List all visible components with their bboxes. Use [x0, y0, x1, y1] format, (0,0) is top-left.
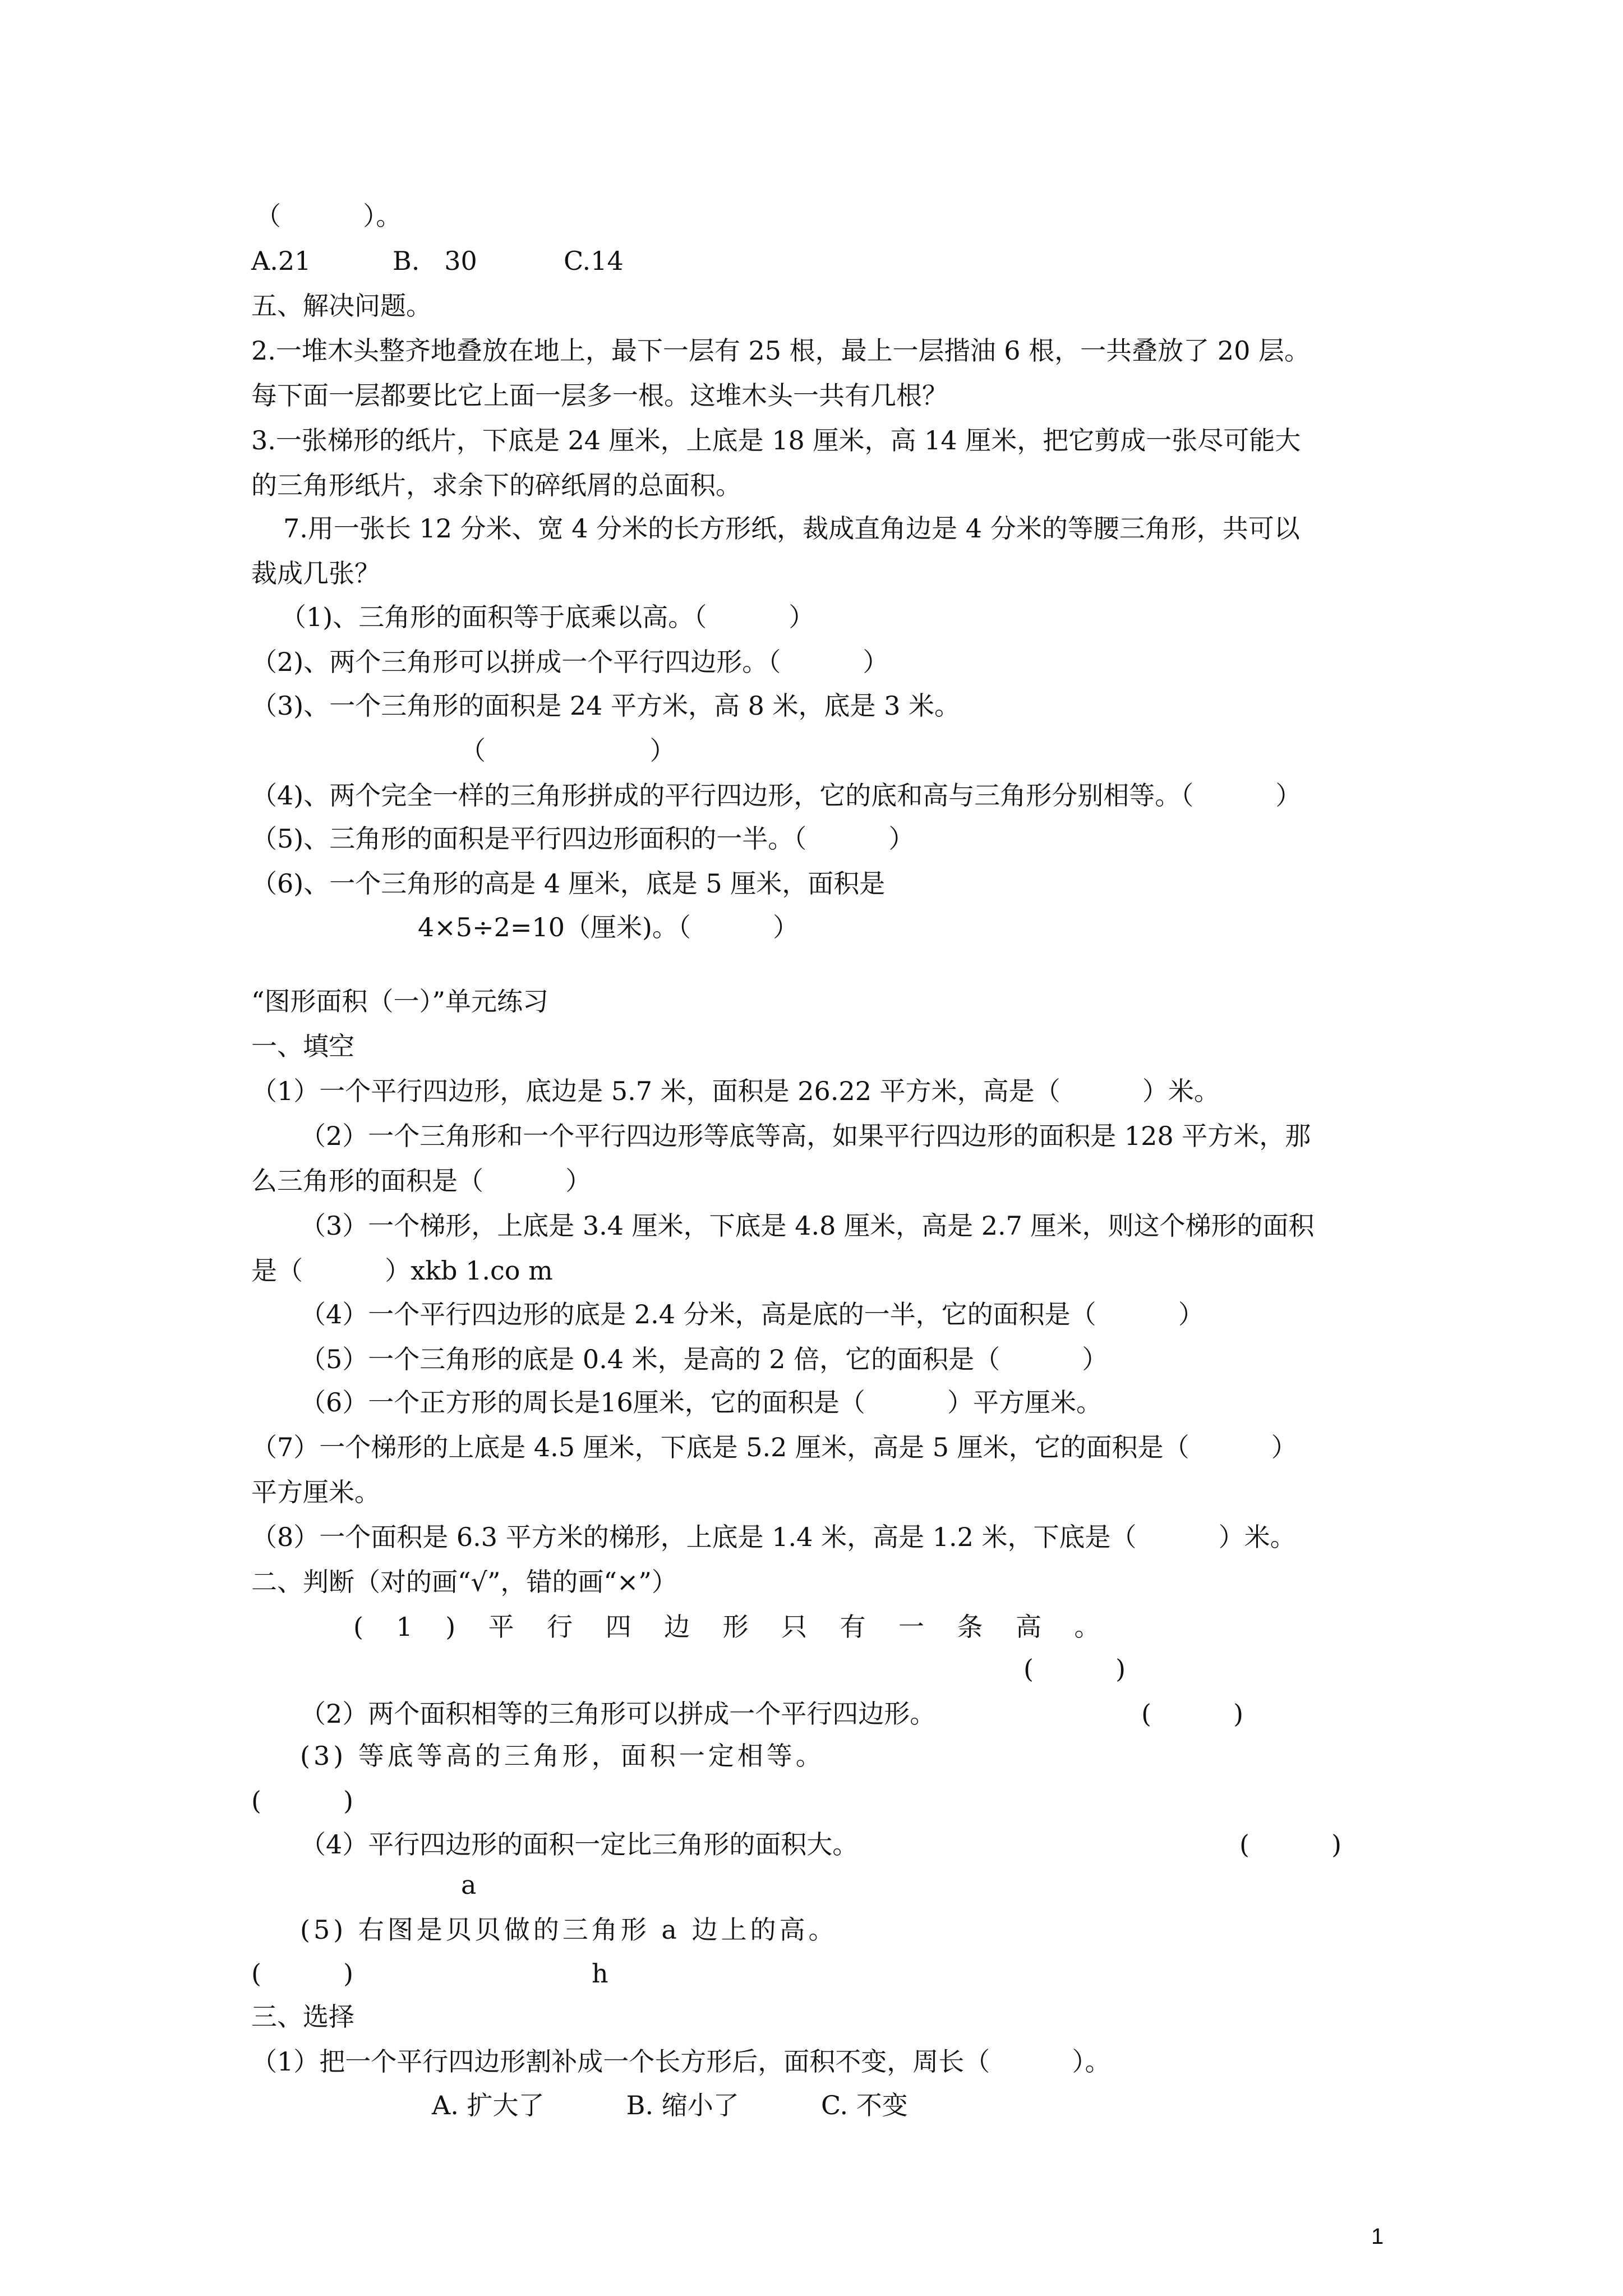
- page-number: 1: [1371, 2224, 1384, 2249]
- fill-item-8: （8）一个面积是 6.3 平方米的梯形，上底是 1.4 米，高是 1.2 米，下底是（ ）米。: [251, 1522, 1296, 1552]
- judge-item-3: （3)、一个三角形的面积是 24 平方米，高 8 米，底是 3 米。: [251, 691, 961, 721]
- judge-item-6-line1: （6)、一个三角形的高是 4 厘米，底是 5 厘米，面积是: [251, 868, 886, 899]
- fill-item-6: （6）一个正方形的周长是16厘米，它的面积是（ ）平方厘米。: [300, 1387, 1103, 1418]
- fill-item-2-line1: （2）一个三角形和一个平行四边形等底等高，如果平行四边形的面积是 128 平方米，那: [300, 1121, 1311, 1151]
- section-title-solve: 五、解决问题。: [251, 291, 432, 321]
- judge-item-3-blank: （ ）: [460, 735, 676, 766]
- fill-item-5: （5）一个三角形的底是 0.4 米，是高的 2 倍，它的面积是（ ）: [300, 1344, 1108, 1374]
- section-title-choose: 三、选择: [251, 2001, 354, 2032]
- fill-item-7-line1: （7）一个梯形的上底是 4.5 厘米，下底是 5.2 厘米，高是 5 厘米，它的面积是（ ）: [251, 1432, 1297, 1462]
- question-2-line2: 每下面一层都要比它上面一层多一根。这堆木头一共有几根？: [251, 380, 948, 411]
- judge-item-2: （2)、两个三角形可以拼成一个平行四边形。（ ）: [251, 647, 889, 677]
- judge-item-6-line2: 4×5÷2=10（厘米)。（ ）: [418, 912, 799, 942]
- judge-item-5: （5)、三角形的面积是平行四边形面积的一半。（ ）: [251, 823, 915, 854]
- fill-item-7-line2: 平方厘米。: [251, 1477, 380, 1507]
- judge-q2-blank: ( ): [1141, 1699, 1244, 1729]
- question-7-line2: 裁成几张？: [251, 558, 380, 588]
- judge-q5: (5) 右图是贝贝做的三角形 a 边上的高。: [300, 1915, 838, 1945]
- judge-q2: （2）两个面积相等的三角形可以拼成一个平行四边形。: [300, 1699, 936, 1729]
- judge-item-4: （4)、两个完全一样的三角形拼成的平行四边形，它的底和高与三角形分别相等。（ ）: [251, 780, 1302, 811]
- judge-q4-blank: ( ): [1239, 1829, 1342, 1860]
- figure-label-a: a: [461, 1870, 477, 1900]
- question-7-line1: 7.用一张长 12 分米、宽 4 分米的长方形纸，裁成直角边是 4 分米的等腰三角形，共可以: [283, 513, 1300, 544]
- choose-q1-options: A. 扩大了 B. 缩小了 C. 不变: [432, 2090, 908, 2120]
- fill-item-1: （1）一个平行四边形，底边是 5.7 米，面积是 26.22 平方米，高是（ ）米。: [251, 1076, 1220, 1106]
- question-3-line2: 的三角形纸片，求余下的碎纸屑的总面积。: [251, 470, 741, 500]
- judge-item-1: （1)、三角形的面积等于底乘以高。（ ）: [280, 602, 815, 632]
- figure-label-h: h: [592, 1958, 608, 1989]
- section-title-fill: 一、填空: [251, 1031, 354, 1061]
- choose-q1: （1）把一个平行四边形割补成一个长方形后，面积不变，周长（ ）。: [251, 2046, 1111, 2077]
- option-b: B. 30: [393, 246, 477, 276]
- judge-q3: (3) 等底等高的三角形，面积一定相等。: [300, 1741, 825, 1771]
- judge-q5-blank: ( ): [251, 1958, 354, 1989]
- unit-title: “图形面积（一）”单元练习: [251, 986, 549, 1016]
- fill-item-4: （4）一个平行四边形的底是 2.4 分米，高是底的一半，它的面积是（ ）: [300, 1299, 1204, 1329]
- section-title-judge: 二、判断（对的画“√”，错的画“×”）: [251, 1567, 677, 1597]
- judge-q3-blank: ( ): [251, 1786, 354, 1816]
- fill-item-3-line1: （3）一个梯形，上底是 3.4 厘米，下底是 4.8 厘米，高是 2.7 厘米，则这个梯形的面积: [300, 1211, 1315, 1241]
- option-c: C.14: [564, 246, 624, 276]
- blank-parenthesis: （ ）。: [255, 201, 402, 231]
- judge-q1-blank: ( ): [1023, 1654, 1126, 1684]
- judge-q4: （4）平行四边形的面积一定比三角形的面积大。: [300, 1829, 859, 1860]
- question-3-line1: 3.一张梯形的纸片，下底是 24 厘米，上底是 18 厘米，高 14 厘米，把它剪成一张尽可能大: [251, 425, 1301, 455]
- question-2-line1: 2.一堆木头整齐地叠放在地上，最下一层有 25 根，最上一层揩油 6 根，一共叠放了 20 层。: [251, 335, 1310, 366]
- judge-q1: ( 1 ) 平 行 四 边 形 只 有 一 条 高 。: [353, 1612, 1100, 1642]
- fill-item-2-line2: 么三角形的面积是（ ）: [251, 1166, 592, 1196]
- fill-item-3-line2: 是（ ）xkb 1.co m: [251, 1255, 553, 1286]
- option-a: A.21: [251, 246, 311, 276]
